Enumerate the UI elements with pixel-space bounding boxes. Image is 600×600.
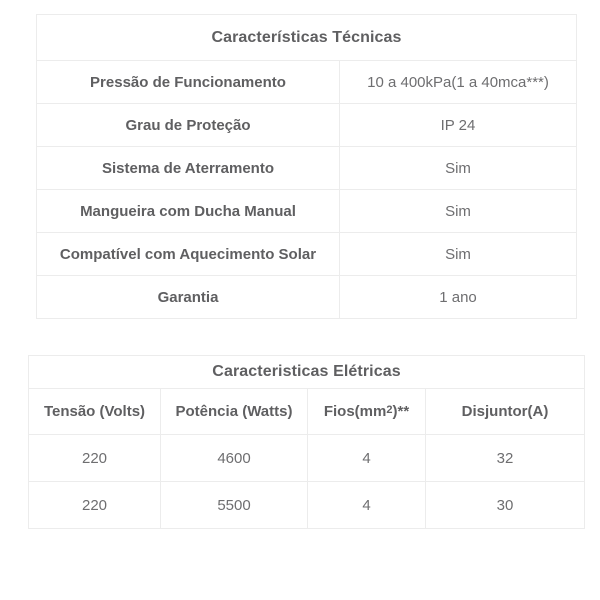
spec-label-cell: Mangueira com Ducha Manual [80,202,296,220]
data-cell: 4 [307,482,425,528]
spec-value-cell: 10 a 400kPa(1 a 40mca***) [339,61,576,103]
data-cell: 220 [81,496,108,514]
spec-value-cell: Sim [339,233,576,275]
table-header-row [29,388,584,434]
spec-label-cell: Compatível com Aquecimento Solar [59,245,317,263]
spec-value-cell: 1 ano [339,276,576,318]
table-row [37,60,576,103]
table-row [37,275,576,318]
table-row [37,232,576,275]
header-cell-fios: Fios(mm $^2$ )** [307,389,425,434]
table-row [37,103,576,146]
electrical-specs-table [28,355,585,529]
table-row [29,434,584,481]
spec-label-cell: Sistema de Aterramento [101,159,274,177]
header-cell-disjuntor: Disjuntor(A) [425,389,584,434]
header-cell-tensao: Tensão (Volts) [43,403,146,420]
table-row [37,189,576,232]
spec-value-cell: Sim [339,190,576,232]
data-cell: 4600 [160,435,307,481]
table-row [29,481,584,528]
spec-label-cell: Garantia [157,288,219,306]
header-cell-potencia: Potência (Watts) [160,389,307,434]
spec-label-cell: Pressão de Funcionamento [90,73,286,91]
spec-label-cell: Grau de Proteção [125,116,251,134]
data-cell: 30 [425,482,584,528]
table-row [37,146,576,189]
spec-value-cell: IP 24 [339,104,576,146]
data-cell: 32 [425,435,584,481]
data-cell: 220 [81,449,108,467]
electrical-specs-title: Caracteristicas Elétricas [212,363,401,380]
data-cell: 5500 [160,482,307,528]
spec-value-cell: Sim [339,147,576,189]
data-cell: 4 [307,435,425,481]
technical-specs-title: Características Técnicas [211,28,402,46]
technical-specs-table [36,14,577,319]
